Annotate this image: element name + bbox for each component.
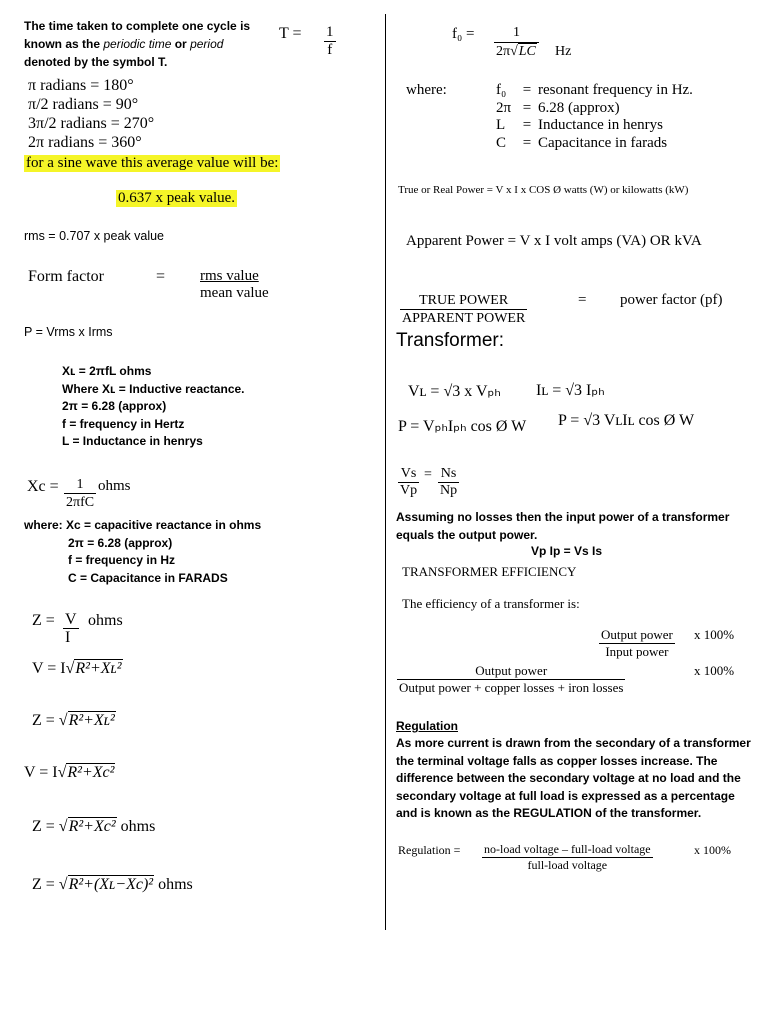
periodic-line-2: known as the periodic time or period	[24, 37, 224, 51]
z3-formula: Z = √R²+Xc² ohms	[32, 818, 156, 835]
xc-formula-unit: ohms	[98, 478, 131, 494]
z4-formula: Z = √R²+(Xʟ−Xc)² ohms	[32, 876, 193, 893]
apparent-power-text: Apparent Power = V x I volt amps (VA) OR kVA	[406, 233, 702, 249]
regulation-text: As more current is drawn from the secondary of a transformer the terminal voltage falls as copper losses increase. The difference between the secondary voltage at no load and the secondary voltage at full load is expressed as a percentage and is known as the REGULATION of the transformer.	[396, 736, 751, 820]
sqrt-icon: √	[58, 818, 68, 835]
regulation-lhs: Regulation =	[398, 843, 461, 857]
p1-formula: P = VₚₕIₚₕ cos Ø W	[398, 418, 527, 435]
rms-text: rms = 0.707 x peak value	[24, 229, 165, 243]
sqrt-icon: √	[58, 876, 68, 893]
efficiency-title: TRANSFORMER EFFICIENCY	[402, 564, 577, 579]
sqrt-icon: √	[510, 44, 518, 59]
z1-fraction: $\frac{V}{I}$	[65, 611, 77, 646]
vp-ip-formula: Vp Ip = Vs Is	[531, 544, 603, 558]
losses-text: Assuming no losses then the input power of a transformer equals the output power.	[396, 510, 730, 542]
capacitive-reactance-block: where: Xc = capacitive reactance in ohms 2π = 6.28 (approx) f = frequency in Hz C = Capacitance in FARADS	[24, 518, 262, 585]
z1-lhs: Z =	[32, 612, 55, 629]
t-formula-fraction: $\frac{1}{f}$	[326, 24, 334, 58]
f0-lhs: f₀ =	[452, 26, 475, 42]
p2-formula: P = √3 VʟIʟ cos Ø W	[558, 412, 695, 429]
turns-ratio-fraction: $\frac{Ns}{Np}$	[440, 466, 458, 498]
power-text: P = Vrms x Irms	[24, 325, 113, 339]
average-value-label: for a sine wave this average value will be:	[26, 155, 279, 171]
where-label: where:	[406, 82, 447, 98]
efficiency-fraction-2: Output power Output power + copper losses + iron losses	[399, 663, 624, 695]
xc-formula-fraction: 1 2πfC	[66, 477, 95, 510]
regulation-mult: x 100%	[694, 843, 731, 857]
where-table: f₀ = resonant frequency in Hz. 2π = 6.28 (approx) L = Inductance in henrys C = Capacitance in farads	[496, 82, 693, 151]
pf-rhs: power factor (pf)	[620, 292, 723, 308]
form-factor-equals: =	[156, 268, 166, 285]
sqrt-icon: √	[57, 764, 67, 781]
periodic-line-3: denoted by the symbol T.	[24, 55, 168, 69]
xc-formula-lhs: Xc =	[27, 478, 59, 495]
voltage-ratio-fraction: $\frac{Vs}{Vp}$	[400, 466, 418, 498]
v1-formula: V = I√R²+Xʟ²	[32, 660, 122, 677]
pf-equals: =	[578, 292, 587, 308]
z2-formula: Z = √R²+Xʟ²	[32, 712, 115, 729]
periodic-line-1: The time taken to complete one cycle is	[24, 19, 251, 33]
regulation-fraction: no-load voltage – full-load voltage full-load voltage	[484, 842, 651, 872]
average-value: 0.637 x peak value.	[118, 190, 236, 206]
efficiency-fraction-1: Output power Input power	[601, 627, 673, 659]
efficiency-text: The efficiency of a transformer is:	[402, 596, 580, 611]
inductive-reactance-block: Xʟ = 2πfL ohms Where Xʟ = Inductive reactance. 2π = 6.28 (approx) f = frequency in Hertz L = Inductance in henrys	[62, 364, 245, 448]
pf-fraction: TRUE POWER APPARENT POWER	[402, 293, 526, 326]
t-formula-lhs: T =	[279, 25, 302, 42]
f0-unit: Hz	[555, 44, 572, 59]
radians-list: π radians = 180° π/2 radians = 90° 3π/2 radians = 270° 2π radians = 360°	[28, 77, 155, 151]
true-power-text: True or Real Power = V x I x COS Ø watts (W) or kilowatts (kW)	[398, 184, 689, 196]
periodic-time-text	[24, 17, 250, 71]
il-formula: Iʟ = √3 Iₚₕ	[536, 382, 605, 399]
z1-unit: ohms	[88, 612, 123, 629]
v2-formula: V = I√R²+Xc²	[24, 764, 115, 781]
vl-formula: Vʟ = √3 x Vₚₕ	[408, 383, 501, 400]
form-factor-label: Form factor	[28, 268, 104, 285]
ratio-equals: =	[424, 467, 432, 482]
sqrt-icon: √	[58, 712, 68, 729]
regulation-title: Regulation	[396, 719, 458, 733]
sqrt-icon: √	[65, 660, 75, 677]
efficiency-mult-2: x 100%	[694, 663, 735, 678]
efficiency-mult-1: x 100%	[694, 627, 735, 642]
column-divider	[385, 14, 386, 930]
f0-fraction: $\frac{1}{2\pi√LC}$	[494, 24, 539, 61]
transformer-title: Transformer:	[396, 330, 505, 351]
form-factor-fraction: rms value mean value	[200, 268, 269, 301]
